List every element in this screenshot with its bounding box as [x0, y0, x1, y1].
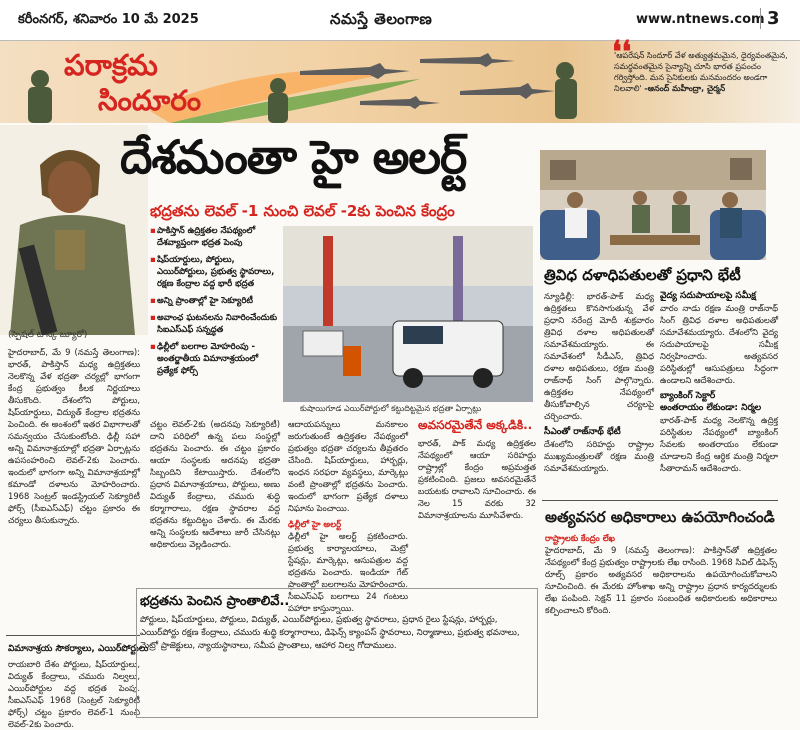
highlights-list: [150, 225, 278, 382]
edition-date: కరీంనగర్, శనివారం 10 మే 2025: [18, 12, 199, 27]
highlight-item: ▪ షిప్‌యార్డులు, పోర్టులు, ఎయిర్‌పోర్టులు, ప్రభుత్వ స్థావరాలు, రక్షణ కేంద్రాల వద్ద భారీ భద్రత: [150, 254, 278, 290]
body-text: హైదరాబాద్, మే 9 (నమస్తే తెలంగాణ): భారత్, పాకిస్తాన్ మధ్య ఉద్రిక్తతలు నెలకొన్న వేళ భద్రతా చర్యల్లో భాగంగా కేంద్ర ప్రభుత్వం కీలక నిర్ణయాలు తీసుకొంది. దేశంలోని పోర్టులు, షిప్‌యార్డులు, విద్యుత్ కేంద్రాల భద్రతను పెంచింది. ఈ అంశంలో ఇతర విభాగాలతో సమన్వయం చేసుకుంటోంది. ఢిల్లీ సహా అన్ని విమానాశ్రయాల్లో భద్రతా ఏర్పాట్లను ఉపసంహరించి లెవల్-2కు పెంచారు. ఇందులో భాగంగా అన్ని విమానాశ్రయాల్లో కమాండో దళాలను మోహరించారు. 1968 సెంట్రల్ ఇండస్ట్రియల్ సెక్యూరిటీ ఫోర్స్ (సీఐఎస్ఎఫ్) చట్టం ప్రకారం ఈ చర్యలు తీసుకున్నారు.: [8, 347, 140, 525]
body-text: ఆదాయపన్నులు మనకాలం జరుగుతుంటే ఉద్రిక్తతల నేపథ్యంలో ప్రభుత్వం భద్రతా చర్యలను తీవ్రతరం చేసింది. షిప్‌యార్డులు, హార్బర్లు, ఇంధన సరఫరా వ్యవస్థలు, మార్కెట్లు వంటి ప్రాంతాల్లో భద్రతను పెంచారు. ఇందులో భాగంగా ప్రత్యేక దళాలు నిఘాను పెంచాయి.: [288, 419, 408, 513]
body-column-3: [288, 418, 408, 614]
emergency-head: అవసరమైతేనే అక్కడికి..: [418, 418, 533, 432]
divider: [6, 635, 140, 636]
body-column-1: [8, 346, 140, 526]
banner-title-line1: పరాక్రమ: [64, 48, 158, 82]
right-column-a: [544, 290, 654, 474]
website-url[interactable]: www.ntnews.com: [636, 12, 765, 27]
airport-security-photo: [283, 226, 533, 402]
lower-left-text: రాయబారి దేశం పోర్టులు, షిప్‌యార్డులు, విద్యుత్ కేంద్రాలు, చమురు నిల్వలు, ఎయిర్‌పోర్టుల వద్ద భద్రత పెంపు. సీఐఎస్ఎఫ్ 1968 (సెంట్రల్ సెక్యూరిటీ ఫోర్స్) చట్టం ప్రకారం లెవల్-1 నుంచి లెవల్-2కు పెంచారు.: [8, 659, 140, 729]
lower-left-head: విమానాశ్రయ సౌకర్యాలు, ఎయిర్‌పోర్టులు: [8, 644, 149, 654]
main-headline: దేశమంతా హై అలర్ట్: [120, 130, 467, 184]
body-text: చట్టం లెవల్-2కు (అదనపు సెక్యూరిటీ) దాని పరిధిలో ఉన్న పలు సంస్థల్లో భద్రతను పెంచారు. ఈ చట్టం ప్రకారం ఆయా సంస్థలకు అదనపు భద్రతా సిబ్బందిని కేటాయిస్తారు. దేశంలోని ప్రధాన విమానాశ్రయాలు, పోర్టులు, అణు విద్యుత్ కేంద్రాలు, చమురు శుద్ధి కర్మాగారాలు, రక్షణ స్థావరాల వద్ద భద్రతను కట్టుదిట్టం చేశారు. ఈ మేరకు అన్ని సంస్థలకు ఆదేశాలు జారీ చేసినట్లు అధికారులు వెల్లడించారు.: [150, 419, 280, 549]
pm-meeting-photo: [540, 150, 766, 260]
quote-text: 'ఆపరేషన్ సిందూర్ వేళ అత్యుత్తమమైన, ధైర్యవంతమైన, సమర్థవంతమైన సైన్యాన్ని చూసి భారత ప్రపంచం గర్విస్తోంది. మన సైనికులకు మనమందరం అండగా నిలవాలి': [614, 51, 788, 93]
pm-meeting-head: త్రివిధ దళాధిపతులతో ప్రధాని భేటీ: [544, 266, 741, 284]
highlight-item: ▪ పాకిస్తాన్ ఉద్రిక్తతల నేపథ్యంలో దేశవ్యాప్తంగా భద్రత పెంపు: [150, 225, 278, 249]
quote-cite: -ఆనంద్ మహీంద్రా, చైర్మన్: [644, 84, 726, 93]
highlight-item: ▪ అవాంఛ ఘటనలను నివారించేందుకు సిఐఎస్ఎఫ్ సన్నద్ధత: [150, 312, 278, 336]
areas-box-text: పోర్టులు, షిప్‌యార్డులు, పోర్టులు, విద్యుత్, ఎయిర్‌పోర్టులు, ప్రభుత్వ స్థావరాలు, ప్రధాన రైలు స్టేషన్లు, హార్బర్లు, ఎయిర్‌పోర్టు రక్షణ కేంద్రాలు, చమురు శుద్ధి కర్మాగారాలు, డిఫెన్స్ క్యాంపస్ స్థావరాలు, నిర్మాణాలు, ప్రభుత్వ భవనాలు, మెట్రో ప్రాజెక్టులు, న్యాయస్థానాలు, సమీప ప్రాంతాలు, ఆహార నిల్వ గోదాములు.: [140, 615, 520, 651]
quote-mark-icon: ❛❛: [612, 35, 632, 70]
body-column-2: [150, 418, 280, 550]
banner-quote: [614, 50, 794, 94]
photo-credit: (స్పెషల్ టాస్క్ బ్యూరో): [8, 330, 88, 340]
emergency-powers-section: [545, 532, 777, 616]
page-header: [0, 0, 800, 41]
page-number: 3: [760, 8, 780, 29]
masthead: నమస్తే తెలంగాణ: [330, 10, 433, 28]
highlight-item: ▪ ఢిల్లీలో బలగాల మోహరింపు - అంతర్జాతీయ విమానాశ్రయంలో ప్రత్యేక ఫోర్స్: [150, 341, 278, 377]
cm-meet-head: సీఎంతో రాజ్‌నాథ్ భేటీ: [544, 427, 621, 437]
medical-review-text: వారం నాడు రక్షణ మంత్రి రాజ్‌నాథ్ సింగ్ త్రివిధ దళాల అధిపతులతో సమావేశమయ్యారు. దేశంలోని వైద్య సదుపాయాలపై సమీక్ష నిర్వహించారు. అత్యవసర పరిస్థితుల్లో ఆసుపత్రులు సిద్ధంగా ఉండాలని ఆదేశించారు.: [660, 303, 778, 385]
banking-head: బ్యాంకింగ్ సెక్టార్: [660, 391, 716, 401]
delhi-text: ఢిల్లీలో హై అలర్ట్ ప్రకటించారు. ప్రభుత్వ కార్యాలయాలు, మెట్రో స్టేషన్లు, మార్కెట్లు, ఆసుపత్రుల వద్ద భద్రతను పెంచారు. ఇండియా గేట్ ప్రాంతాల్లో బలగాలను మోహరించారు. సీఐఎస్ఎఫ్ బలగాలు 24 గంటలు పహారా కాస్తున్నాయి.: [288, 531, 408, 613]
main-subhead: భద్రతను లెవల్ -1 నుంచి లెవల్ -2కు పెంచిన కేంద్రం: [150, 202, 455, 220]
areas-box-head: భద్రతను పెంచిన ప్రాంతాలివే..: [140, 594, 290, 609]
right-column-b: [660, 290, 778, 474]
emergency-powers-sub: రాష్ట్రాలకు కేంద్రం లేఖ: [545, 533, 615, 543]
photo-caption: కుషాయిగూడ ఎయిర్‌పోర్టులో కట్టుదిట్టమైన భద్రతా ఏర్పాట్లు: [300, 404, 482, 413]
emergency-text: భారత్, పాక్ మధ్య ఉద్రిక్తతల నేపథ్యంలో ఆయా సరిహద్దు రాష్ట్రాల్లో కేంద్రం అప్రమత్తత ప్రకటించింది. ప్రజలు అవసరమైతేనే బయటకు రావాలని సూచించారు. ఈ నెల 15 వరకు 32 విమానాశ్రయాలను మూసివేశారు.: [418, 438, 536, 520]
emergency-section: [418, 418, 536, 521]
banking-sub: అంతరాయం లేకుండా: నిర్మల: [660, 403, 762, 413]
medical-review-head: వైద్య సదుపాయాలపై సమీక్ష: [660, 291, 756, 301]
delhi-head: ఢిల్లీలో హై అలర్ట్: [288, 519, 342, 529]
body-text: న్యూఢిల్లీ: భారత్-పాక్ మధ్య ఉద్రిక్తతలు కొనసాగుతున్న వేళ ప్రధాని నరేంద్ర మోదీ శుక్రవారం త్రివిధ దళాల అధిపతులతో సమావేశమయ్యారు. ఈ సమావేశంలో సీడీఎస్, త్రివిధ దళాల అధిపతులు, రక్షణ మంత్రి రాజ్‌నాథ్ సింగ్ పాల్గొన్నారు. ఉద్రిక్తతల నేపథ్యంలో తీసుకోవాల్సిన చర్యలపై చర్చించారు.: [544, 291, 654, 421]
divider: [542, 500, 778, 501]
banner-title-line2: సిందూరం: [98, 84, 202, 117]
cm-meet-text: దేశంలోని సరిహద్దు రాష్ట్రాల ముఖ్యమంత్రులతో రక్షణ మంత్రి సమావేశమయ్యారు.: [544, 439, 654, 473]
banking-text: భారత్-పాక్ మధ్య నెలకొన్న ఉద్రిక్త పరిస్థితుల నేపథ్యంలో బ్యాంకింగ్ సేవలకు అంతరాయం లేకుండా చూడాలని కేంద్ర ఆర్థిక మంత్రి నిర్మలా సీతారామన్ ఆదేశించారు.: [660, 415, 778, 473]
emergency-powers-text: హైదరాబాద్, మే 9 (నమస్తే తెలంగాణ): పాకిస్తాన్‌తో ఉద్రిక్తతల నేపథ్యంలో కేంద్ర ప్రభుత్వం రాష్ట్రాలకు లేఖ రాసింది. 1968 సివిల్ డిఫెన్స్ రూల్స్ ప్రకారం అత్యవసర అధికారాలను ఉపయోగించుకోవాలని సూచించింది. ఈ మేరకు హోంశాఖ అన్ని రాష్ట్రాల ప్రధాన కార్యదర్శులకు లేఖ పంపింది. సెక్షన్ 11 ప్రకారం సంబంధిత అధికారులకు అధికారాలు కల్పించాలని కోరింది.: [545, 545, 777, 615]
highlight-item: ▪ అన్ని ప్రాంతాల్లో హై సెక్యూరిటీ: [150, 295, 278, 307]
emergency-powers-head: అత్యవసర అధికారాలు ఉపయోగించండి: [545, 508, 775, 526]
